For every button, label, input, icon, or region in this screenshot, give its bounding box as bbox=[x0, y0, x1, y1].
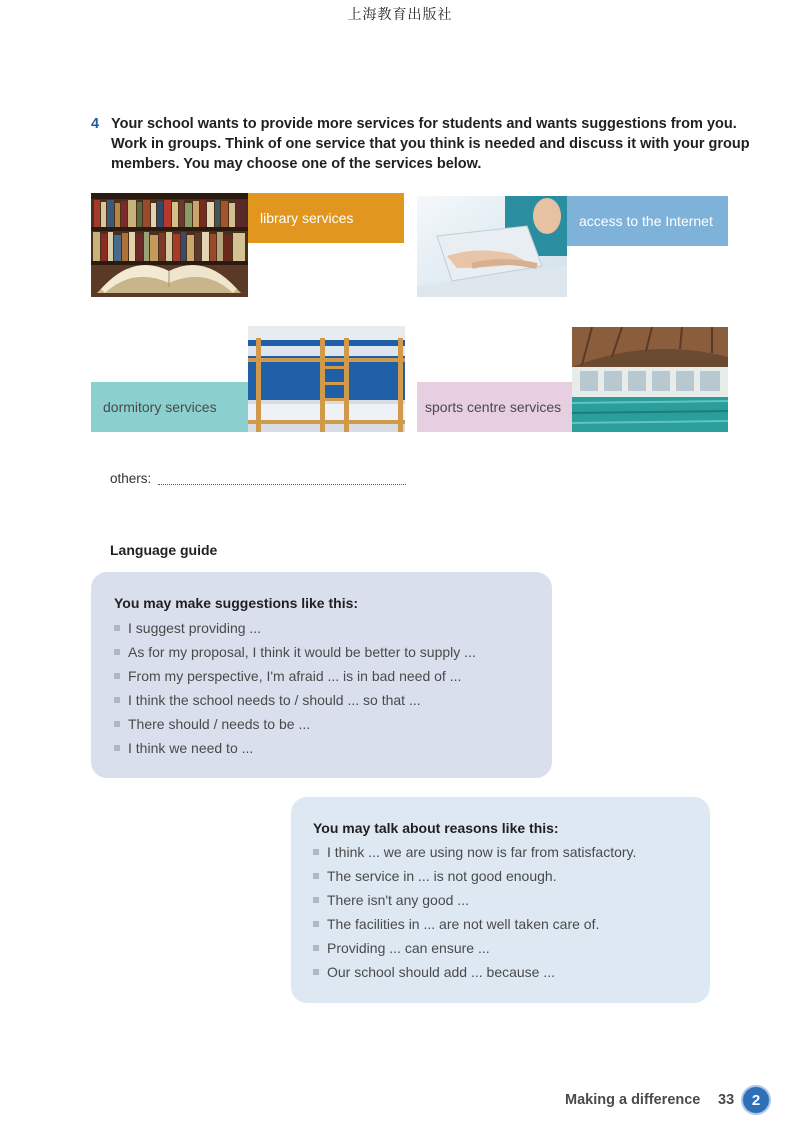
task-number: 4 bbox=[91, 116, 100, 132]
list-item: As for my proposal, I think it would be better to supply ... bbox=[114, 640, 476, 664]
page-number: 33 bbox=[718, 1092, 735, 1108]
suggestions-list bbox=[114, 616, 476, 760]
list-item: I suggest providing ... bbox=[114, 616, 476, 640]
list-item: From my perspective, I'm afraid ... is in bad need of ... bbox=[114, 664, 476, 688]
task-text: Your school wants to provide more services for students and wants suggestions from you. Work in groups. Think of one service that you think is needed and discuss it with your group members. You may choose one of the services below. bbox=[111, 116, 750, 172]
bullet-icon bbox=[313, 873, 319, 879]
list-item: Providing ... can ensure ... bbox=[313, 936, 636, 960]
library-photo bbox=[91, 193, 248, 297]
bullet-icon bbox=[114, 697, 120, 703]
list-item: Our school should add ... because ... bbox=[313, 960, 636, 984]
bullet-icon bbox=[313, 849, 319, 855]
suggestions-heading: You may make suggestions like this: bbox=[114, 595, 359, 611]
bullet-icon bbox=[313, 969, 319, 975]
bullet-icon bbox=[114, 673, 120, 679]
publisher-name: 上海教育出版社 bbox=[347, 7, 453, 23]
service-label-library: library services bbox=[248, 193, 404, 243]
language-guide-title: Language guide bbox=[110, 542, 218, 558]
list-item: There isn't any good ... bbox=[313, 888, 636, 912]
reasons-box bbox=[291, 797, 710, 1003]
bullet-icon bbox=[114, 625, 120, 631]
internet-photo bbox=[417, 196, 567, 297]
dormitory-photo bbox=[248, 326, 405, 432]
bullet-icon bbox=[313, 945, 319, 951]
bullet-icon bbox=[313, 921, 319, 927]
others-label: others: bbox=[110, 471, 152, 486]
service-label-dormitory: dormitory services bbox=[91, 382, 248, 432]
bullet-icon bbox=[114, 745, 120, 751]
list-item: I think ... we are using now is far from satisfactory. bbox=[313, 840, 636, 864]
list-item: I think we need to ... bbox=[114, 736, 476, 760]
list-item: The service in ... is not good enough. bbox=[313, 864, 636, 888]
bullet-icon bbox=[313, 897, 319, 903]
list-item: I think the school needs to / should ... so that ... bbox=[114, 688, 476, 712]
list-item: The facilities in ... are not well taken care of. bbox=[313, 912, 636, 936]
bullet-icon bbox=[114, 721, 120, 727]
unit-title: Making a difference bbox=[565, 1092, 701, 1108]
others-answer-line[interactable] bbox=[158, 484, 406, 485]
suggestions-box bbox=[91, 572, 552, 778]
sports-centre-photo bbox=[572, 327, 728, 432]
unit-number-badge: 2 bbox=[743, 1087, 769, 1113]
reasons-list bbox=[313, 840, 636, 984]
list-item: There should / needs to be ... bbox=[114, 712, 476, 736]
service-label-internet: access to the Internet bbox=[567, 196, 728, 246]
reasons-heading: You may talk about reasons like this: bbox=[313, 820, 559, 836]
bullet-icon bbox=[114, 649, 120, 655]
service-label-sports: sports centre services bbox=[417, 382, 572, 432]
